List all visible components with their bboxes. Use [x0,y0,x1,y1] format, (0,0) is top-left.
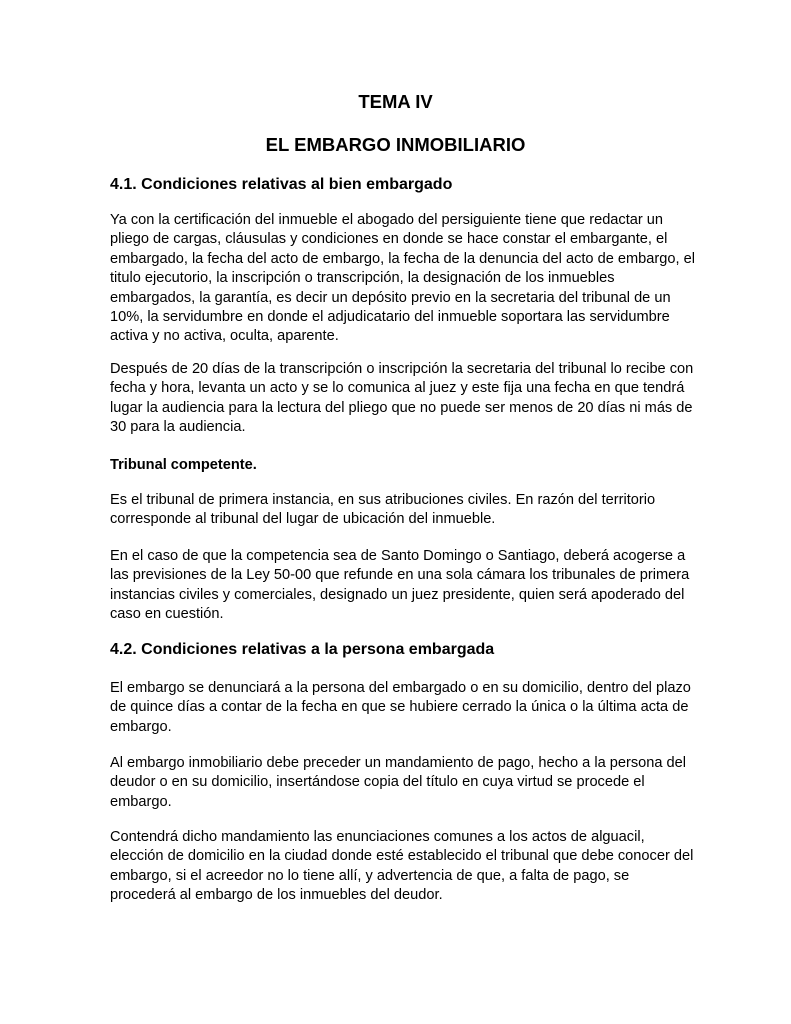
chapter-label: TEMA IV [358,91,433,112]
paragraph-ley-50-00: En el caso de que la competencia sea de Santo Domingo o Santiago, deberá acogerse a las previsiones de la Ley 50-00 que refunde en una sola cámara los tribunales de primera instancias civiles y comerciales, designado un juez presidente, quien será apoderado del caso en cuestión. [110,548,690,623]
section-heading-4-2: 4.2. Condiciones relativas a la persona embargada [110,641,495,658]
section-heading-4-1: 4.1. Condiciones relativas al bien embargado [110,176,453,193]
subheading-tribunal-competente: Tribunal competente. [110,457,257,473]
paragraph-pliego-de-cargas: Ya con la certificación del inmueble el abogado del persiguiente tiene que redactar un pliego de cargas, cláusulas y condiciones en donde se hace constar el embargante, el embargado, la fecha del acto de embargo, la fecha de la denuncia del acto de embargo, el titulo ejecutorio, la inscripción o transcripción, la designación de los inmuebles embargados, la garantía, es decir un depósito previo en la secretaria del tribunal de un 10%, la servidumbre en donde el adjudicatario del inmueble soportara las servidumbre activa y no activa, oculta, aparente. [110,212,695,345]
paragraph-mandamiento-de-pago: Al embargo inmobiliario debe preceder un mandamiento de pago, hecho a la persona del deudor o en su domicilio, insertándose copia del título en cuya virtud se procede el embargo. [110,755,687,810]
paragraph-denuncia-embargo: El embargo se denunciará a la persona del embargado o en su domicilio, dentro del plazo de quince días a contar de la fecha en que se hubiere cerrado la única o la última acta de embargo. [110,680,691,735]
paragraph-tribunal-primera-instancia: Es el tribunal de primera instancia, en sus atribuciones civiles. En razón del territorio corresponde al tribunal del lugar de ubicación del inmueble. [110,492,656,528]
paragraph-enunciaciones: Contendrá dicho mandamiento las enunciaciones comunes a los actos de alguacil, elección de domicilio en la ciudad donde esté establecido el tribunal que debe conocer del embargo, si el acreedor no lo tiene allí, y advertencia de que, a falta de pago, se procederá al embargo de los inmuebles del deudor. [110,829,694,904]
page-title: EL EMBARGO INMOBILIARIO [265,134,526,155]
paragraph-audiencia: Después de 20 días de la transcripción o inscripción la secretaria del tribunal lo recibe con fecha y hora, levanta un acto y se lo comunica al juez y este fija una fecha en que tendrá lugar la audiencia para la lectura del pliego que no puede ser menos de 20 días ni más de 30 para la audiencia. [110,361,694,436]
